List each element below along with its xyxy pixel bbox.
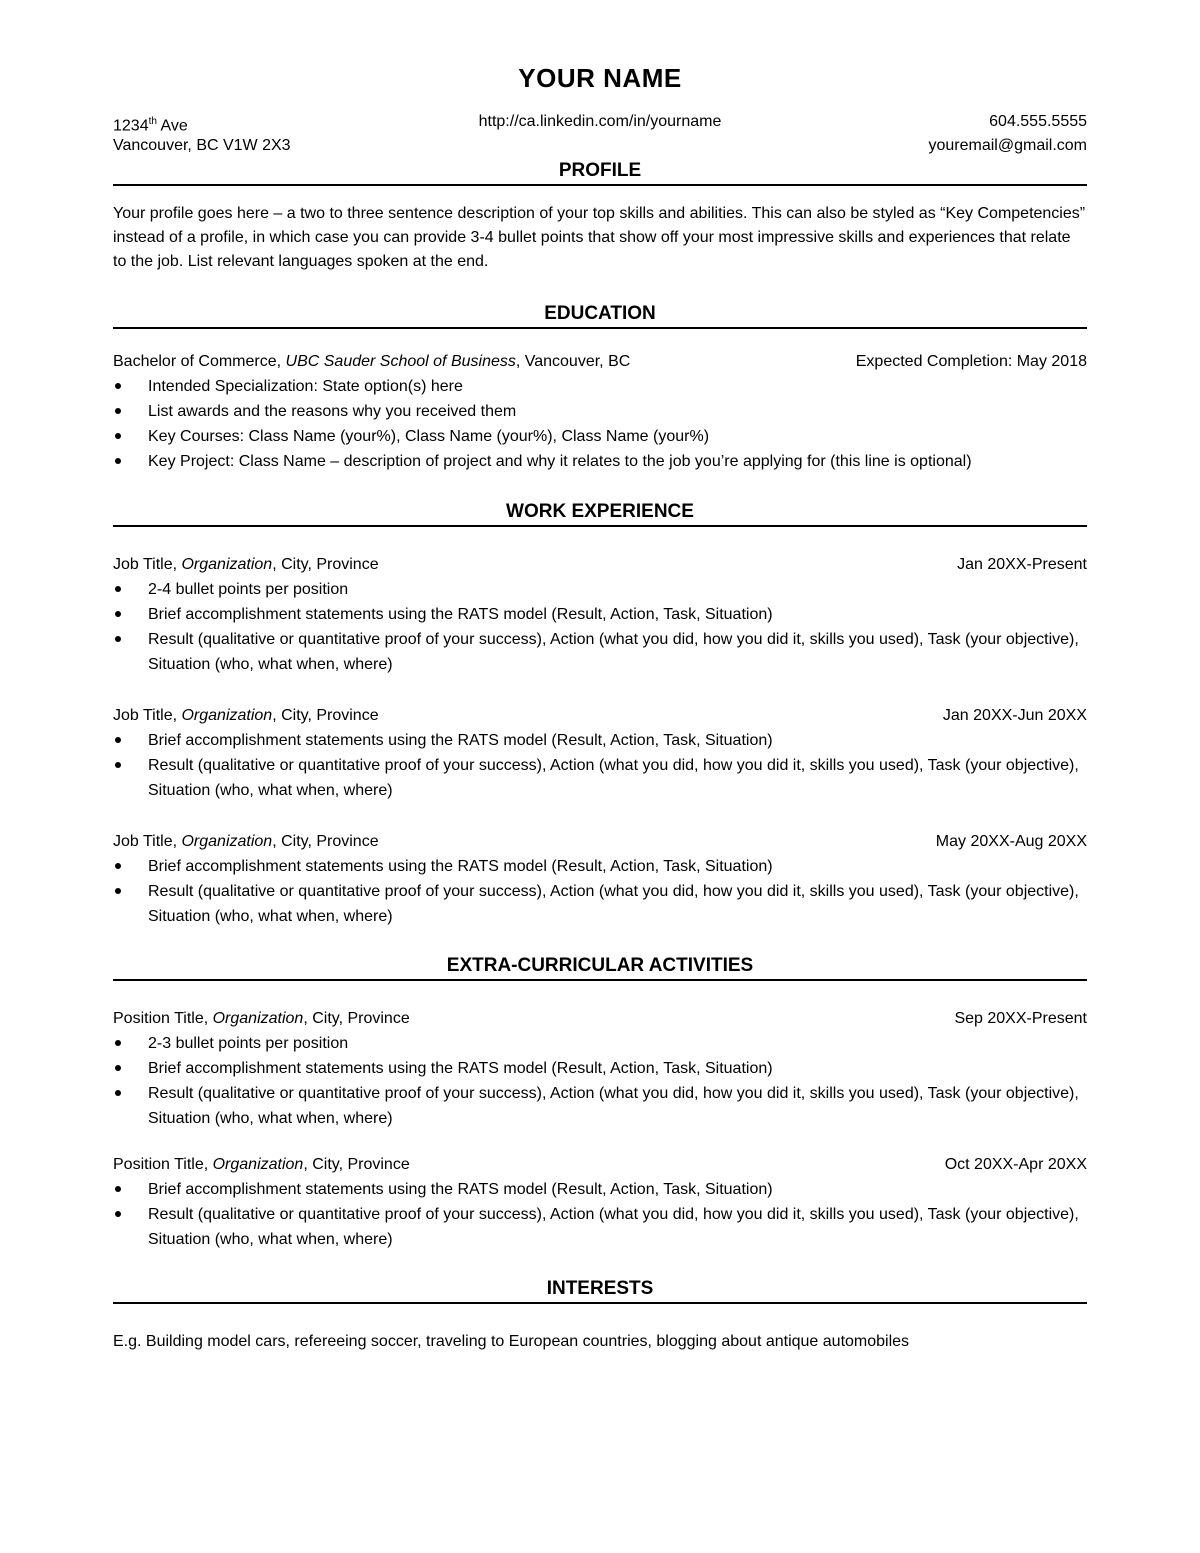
- position-entry-head: Position Title, Organization, City, Province Sep 20XX-Present: [113, 1006, 1087, 1031]
- section-title-education: EDUCATION: [113, 301, 1087, 329]
- job-bullets: [113, 728, 1087, 803]
- education-date: Expected Completion: May 2018: [855, 353, 1087, 370]
- position-entry-head: Position Title, Organization, City, Province Oct 20XX-Apr 20XX: [113, 1152, 1087, 1177]
- position-date: Sep 20XX-Present: [954, 1010, 1087, 1027]
- job-date: Jan 20XX-Present: [957, 556, 1087, 573]
- list-item: Brief accomplishment statements using the RATS model (Result, Action, Task, Situation): [113, 1177, 1087, 1202]
- section-title-work: WORK EXPERIENCE: [113, 499, 1087, 527]
- list-item: 2-4 bullet points per position: [113, 577, 1087, 602]
- education-entry-head: Bachelor of Commerce, UBC Sauder School of Business, Vancouver, BC Expected Completion: May 2018: [113, 349, 1087, 374]
- position-bullets: [113, 1177, 1087, 1252]
- linkedin-url[interactable]: http://ca.linkedin.com/in/yourname: [478, 113, 722, 130]
- section-title-interests: INTERESTS: [113, 1276, 1087, 1304]
- job-date: May 20XX-Aug 20XX: [935, 833, 1087, 850]
- section-title-extracurricular: EXTRA-CURRICULAR ACTIVITIES: [113, 953, 1087, 981]
- resume-page: [113, 58, 1087, 1354]
- list-item: Result (qualitative or quantitative proof of your success), Action (what you did, how you did it, skills you used), Task (your objective), Situation (who, what when, where): [113, 1202, 1087, 1252]
- email-address[interactable]: youremail@gmail.com: [928, 137, 1088, 154]
- list-item: Result (qualitative or quantitative proof of your success), Action (what you did, how you did it, skills you used), Task (your objective), Situation (who, what when, where): [113, 627, 1087, 677]
- list-item: Key Courses: Class Name (your%), Class Name (your%), Class Name (your%): [113, 424, 1087, 449]
- job-date: Jan 20XX-Jun 20XX: [942, 707, 1087, 724]
- position-bullets: [113, 1031, 1087, 1131]
- job-entry-head: Job Title, Organization, City, Province May 20XX-Aug 20XX: [113, 829, 1087, 854]
- list-item: Brief accomplishment statements using the RATS model (Result, Action, Task, Situation): [113, 1056, 1087, 1081]
- address-line-2: Vancouver, BC V1W 2X3: [113, 137, 291, 154]
- job-entry-head: Job Title, Organization, City, Province Jan 20XX-Jun 20XX: [113, 703, 1087, 728]
- job-bullets: [113, 854, 1087, 929]
- list-item: Result (qualitative or quantitative proof of your success), Action (what you did, how you did it, skills you used), Task (your objective), Situation (who, what when, where): [113, 879, 1087, 929]
- list-item: Brief accomplishment statements using the RATS model (Result, Action, Task, Situation): [113, 602, 1087, 627]
- interests-text: E.g. Building model cars, refereeing soccer, traveling to European countries, blogging about antique automobiles: [113, 1333, 910, 1350]
- profile-text: Your profile goes here – a two to three sentence description of your top skills and abilities. This can also be styled as “Key Competencies” instead of a profile, in which case you can provide 3-4 bullet points that show off your most impressive skills and experiences that relate to the job. List relevant languages spoken at the end.: [113, 205, 1086, 270]
- list-item: Brief accomplishment statements using the RATS model (Result, Action, Task, Situation): [113, 728, 1087, 753]
- list-item: Intended Specialization: State option(s) here: [113, 374, 1087, 399]
- list-item: Result (qualitative or quantitative proof of your success), Action (what you did, how you did it, skills you used), Task (your objective), Situation (who, what when, where): [113, 1081, 1087, 1131]
- contact-row-2: [113, 134, 1087, 158]
- address-line-1: 1234th Ave: [113, 116, 188, 135]
- school-name: UBC Sauder School of Business: [285, 353, 516, 370]
- list-item: Key Project: Class Name – description of project and why it relates to the job you’re applying for (this line is optional): [113, 449, 1087, 474]
- education-bullets: [113, 374, 1087, 474]
- position-date: Oct 20XX-Apr 20XX: [944, 1156, 1087, 1173]
- contact-row-1: [113, 110, 1087, 134]
- list-item: Brief accomplishment statements using the RATS model (Result, Action, Task, Situation): [113, 854, 1087, 879]
- resume-name: YOUR NAME: [518, 63, 682, 93]
- list-item: 2-3 bullet points per position: [113, 1031, 1087, 1056]
- section-title-profile: PROFILE: [113, 158, 1087, 186]
- list-item: List awards and the reasons why you received them: [113, 399, 1087, 424]
- job-bullets: [113, 577, 1087, 677]
- phone-number: 604.555.5555: [989, 113, 1088, 130]
- job-entry-head: Job Title, Organization, City, Province Jan 20XX-Present: [113, 552, 1087, 577]
- list-item: Result (qualitative or quantitative proof of your success), Action (what you did, how you did it, skills you used), Task (your objective), Situation (who, what when, where): [113, 753, 1087, 803]
